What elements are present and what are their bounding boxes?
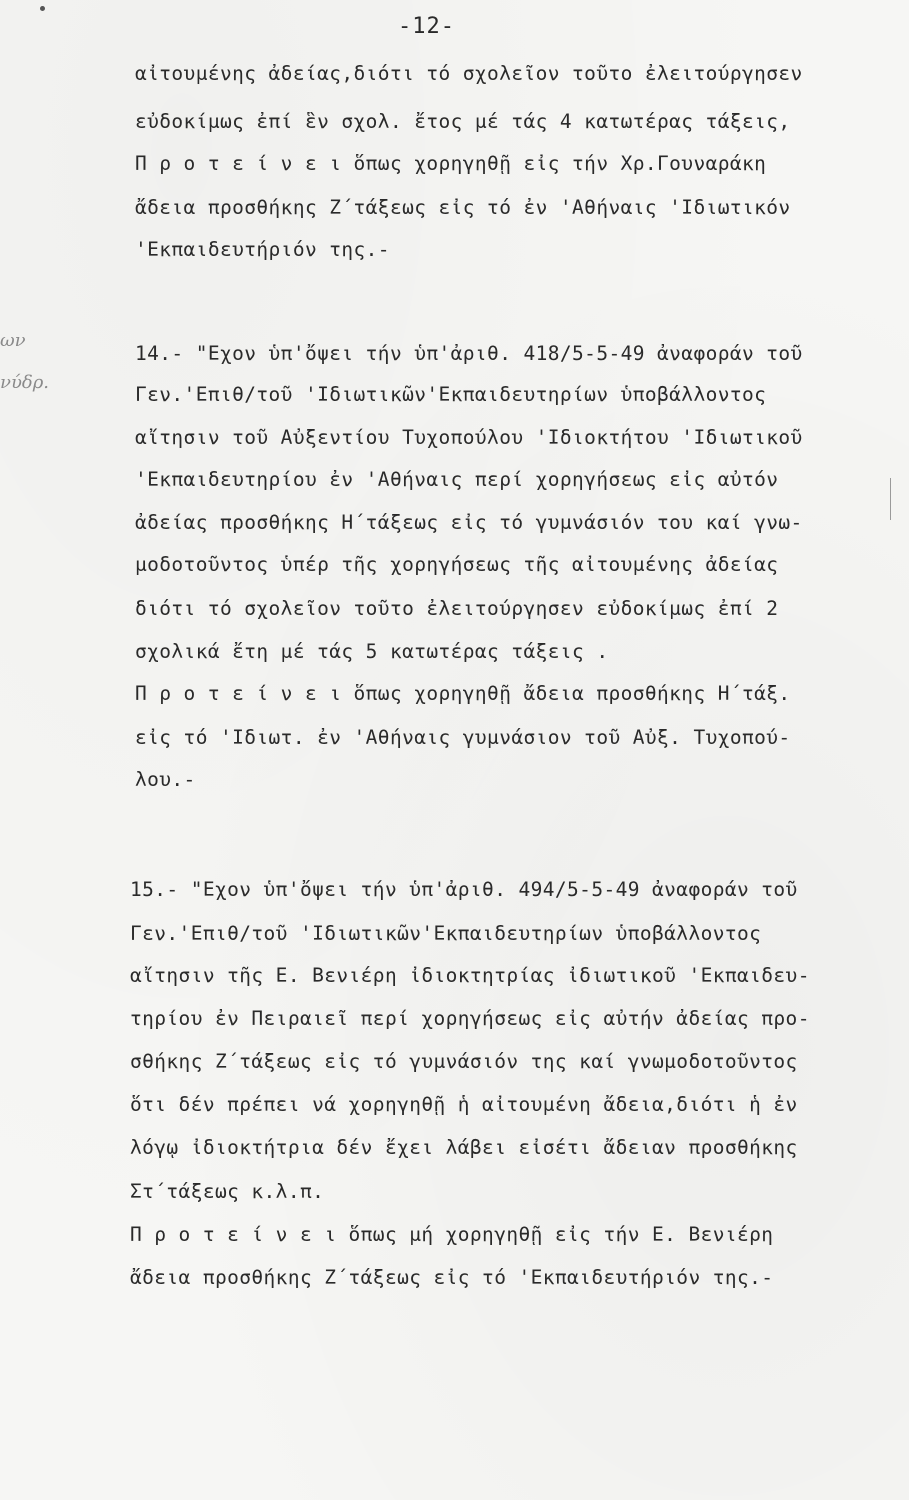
text-line: 'Εκπαιδευτηρίου ἐν 'Αθήναις περί χορηγήσεως εἰς αὐτόν [135, 468, 779, 491]
item-heading-line: 14.- "Εχον ὑπ'ὄψει τήν ὑπ'ἀριθ. 418/5-5-49 ἀναφοράν τοῦ [135, 342, 803, 365]
text-line: σχολικά ἔτη μέ τάς 5 κατωτέρας τάξεις . [135, 640, 609, 663]
text-line: Γεν.'Επιθ/τοῦ 'Ιδιωτικῶν'Εκπαιδευτηρίων ὑποβάλλοντος [130, 922, 762, 945]
text-line: ἀδείας προσθήκης Η΄τάξεως εἰς τό γυμνάσιόν του καί γνω- [135, 511, 803, 534]
speck-mark [40, 6, 45, 11]
proposal-line: Π ρ ο τ ε ί ν ε ι ὅπως χορηγηθῇ εἰς τήν Χρ.Γουναράκη [135, 152, 767, 175]
text-line: ἄδεια προσθήκης Ζ΄τάξεως εἰς τό 'Εκπαιδευτήριόν της.- [130, 1266, 774, 1289]
text-line: ἄδεια προσθήκης Ζ΄τάξεως εἰς τό ἐν 'Αθήναις 'Ιδιωτικόν [135, 196, 791, 219]
text-line: διότι τό σχολεῖον τοῦτο ἐλειτούργησεν εὐδοκίμως ἐπί 2 [135, 597, 779, 620]
proposal-line: Π ρ ο τ ε ί ν ε ι ὅπως μή χορηγηθῇ εἰς τήν Ε. Βενιέρη [130, 1223, 774, 1246]
text-line: εὐδοκίμως ἐπί ἓν σχολ. ἔτος μέ τάς 4 κατωτέρας τάξεις, [135, 110, 791, 133]
text-line: λου.- [135, 768, 196, 791]
page-number: -12- [398, 14, 455, 39]
text-line: ὅτι δέν πρέπει νά χορηγηθῇ ἡ αἰτουμένη ἄδεια,διότι ἡ ἐν [130, 1093, 798, 1116]
margin-note: νύδρ. [0, 372, 50, 393]
text-line: αἴτησιν τοῦ Αὐξεντίου Τυχοπούλου 'Ιδιοκτήτου 'Ιδιωτικοῦ [135, 426, 803, 449]
text-line: εἰς τό 'Ιδιωτ. ἐν 'Αθήναις γυμνάσιον τοῦ Αὐξ. Τυχοπού- [135, 726, 791, 749]
text-line: Γεν.'Επιθ/τοῦ 'Ιδιωτικῶν'Εκπαιδευτηρίων ὑποβάλλοντος [135, 383, 767, 406]
text-line: σθήκης Ζ΄τάξεως εἰς τό γυμνάσιόν της καί γνωμοδοτοῦντος [130, 1050, 798, 1073]
text-line: μοδοτοῦντος ὑπέρ τῆς χορηγήσεως τῆς αἰτουμένης ἀδείας [135, 553, 779, 576]
proposal-line: Π ρ ο τ ε ί ν ε ι ὅπως χορηγηθῇ ἄδεια προσθήκης Η΄τάξ. [135, 682, 791, 705]
text-line: Στ΄τάξεως κ.λ.π. [130, 1180, 325, 1203]
margin-note: ων [0, 330, 26, 351]
item-heading-line: 15.- "Εχον ὑπ'ὄψει τήν ὑπ'ἀριθ. 494/5-5-49 ἀναφοράν τοῦ [130, 878, 798, 901]
margin-rule [890, 478, 892, 520]
text-line: τηρίου ἐν Πειραιεῖ περί χορηγήσεως εἰς αὐτήν ἀδείας προ- [130, 1007, 810, 1030]
text-line: αἰτουμένης ἀδείας,διότι τό σχολεῖον τοῦτο ἐλειτούργησεν [135, 62, 803, 85]
text-line: αἴτησιν τῆς Ε. Βενιέρη ἰδιοκτητρίας ἰδιωτικοῦ 'Εκπαιδευ- [130, 964, 810, 987]
text-line: λόγῳ ἰδιοκτήτρια δέν ἔχει λάβει εἰσέτι ἄδειαν προσθήκης [130, 1136, 798, 1159]
text-line: 'Εκπαιδευτήριόν της.- [135, 238, 390, 261]
